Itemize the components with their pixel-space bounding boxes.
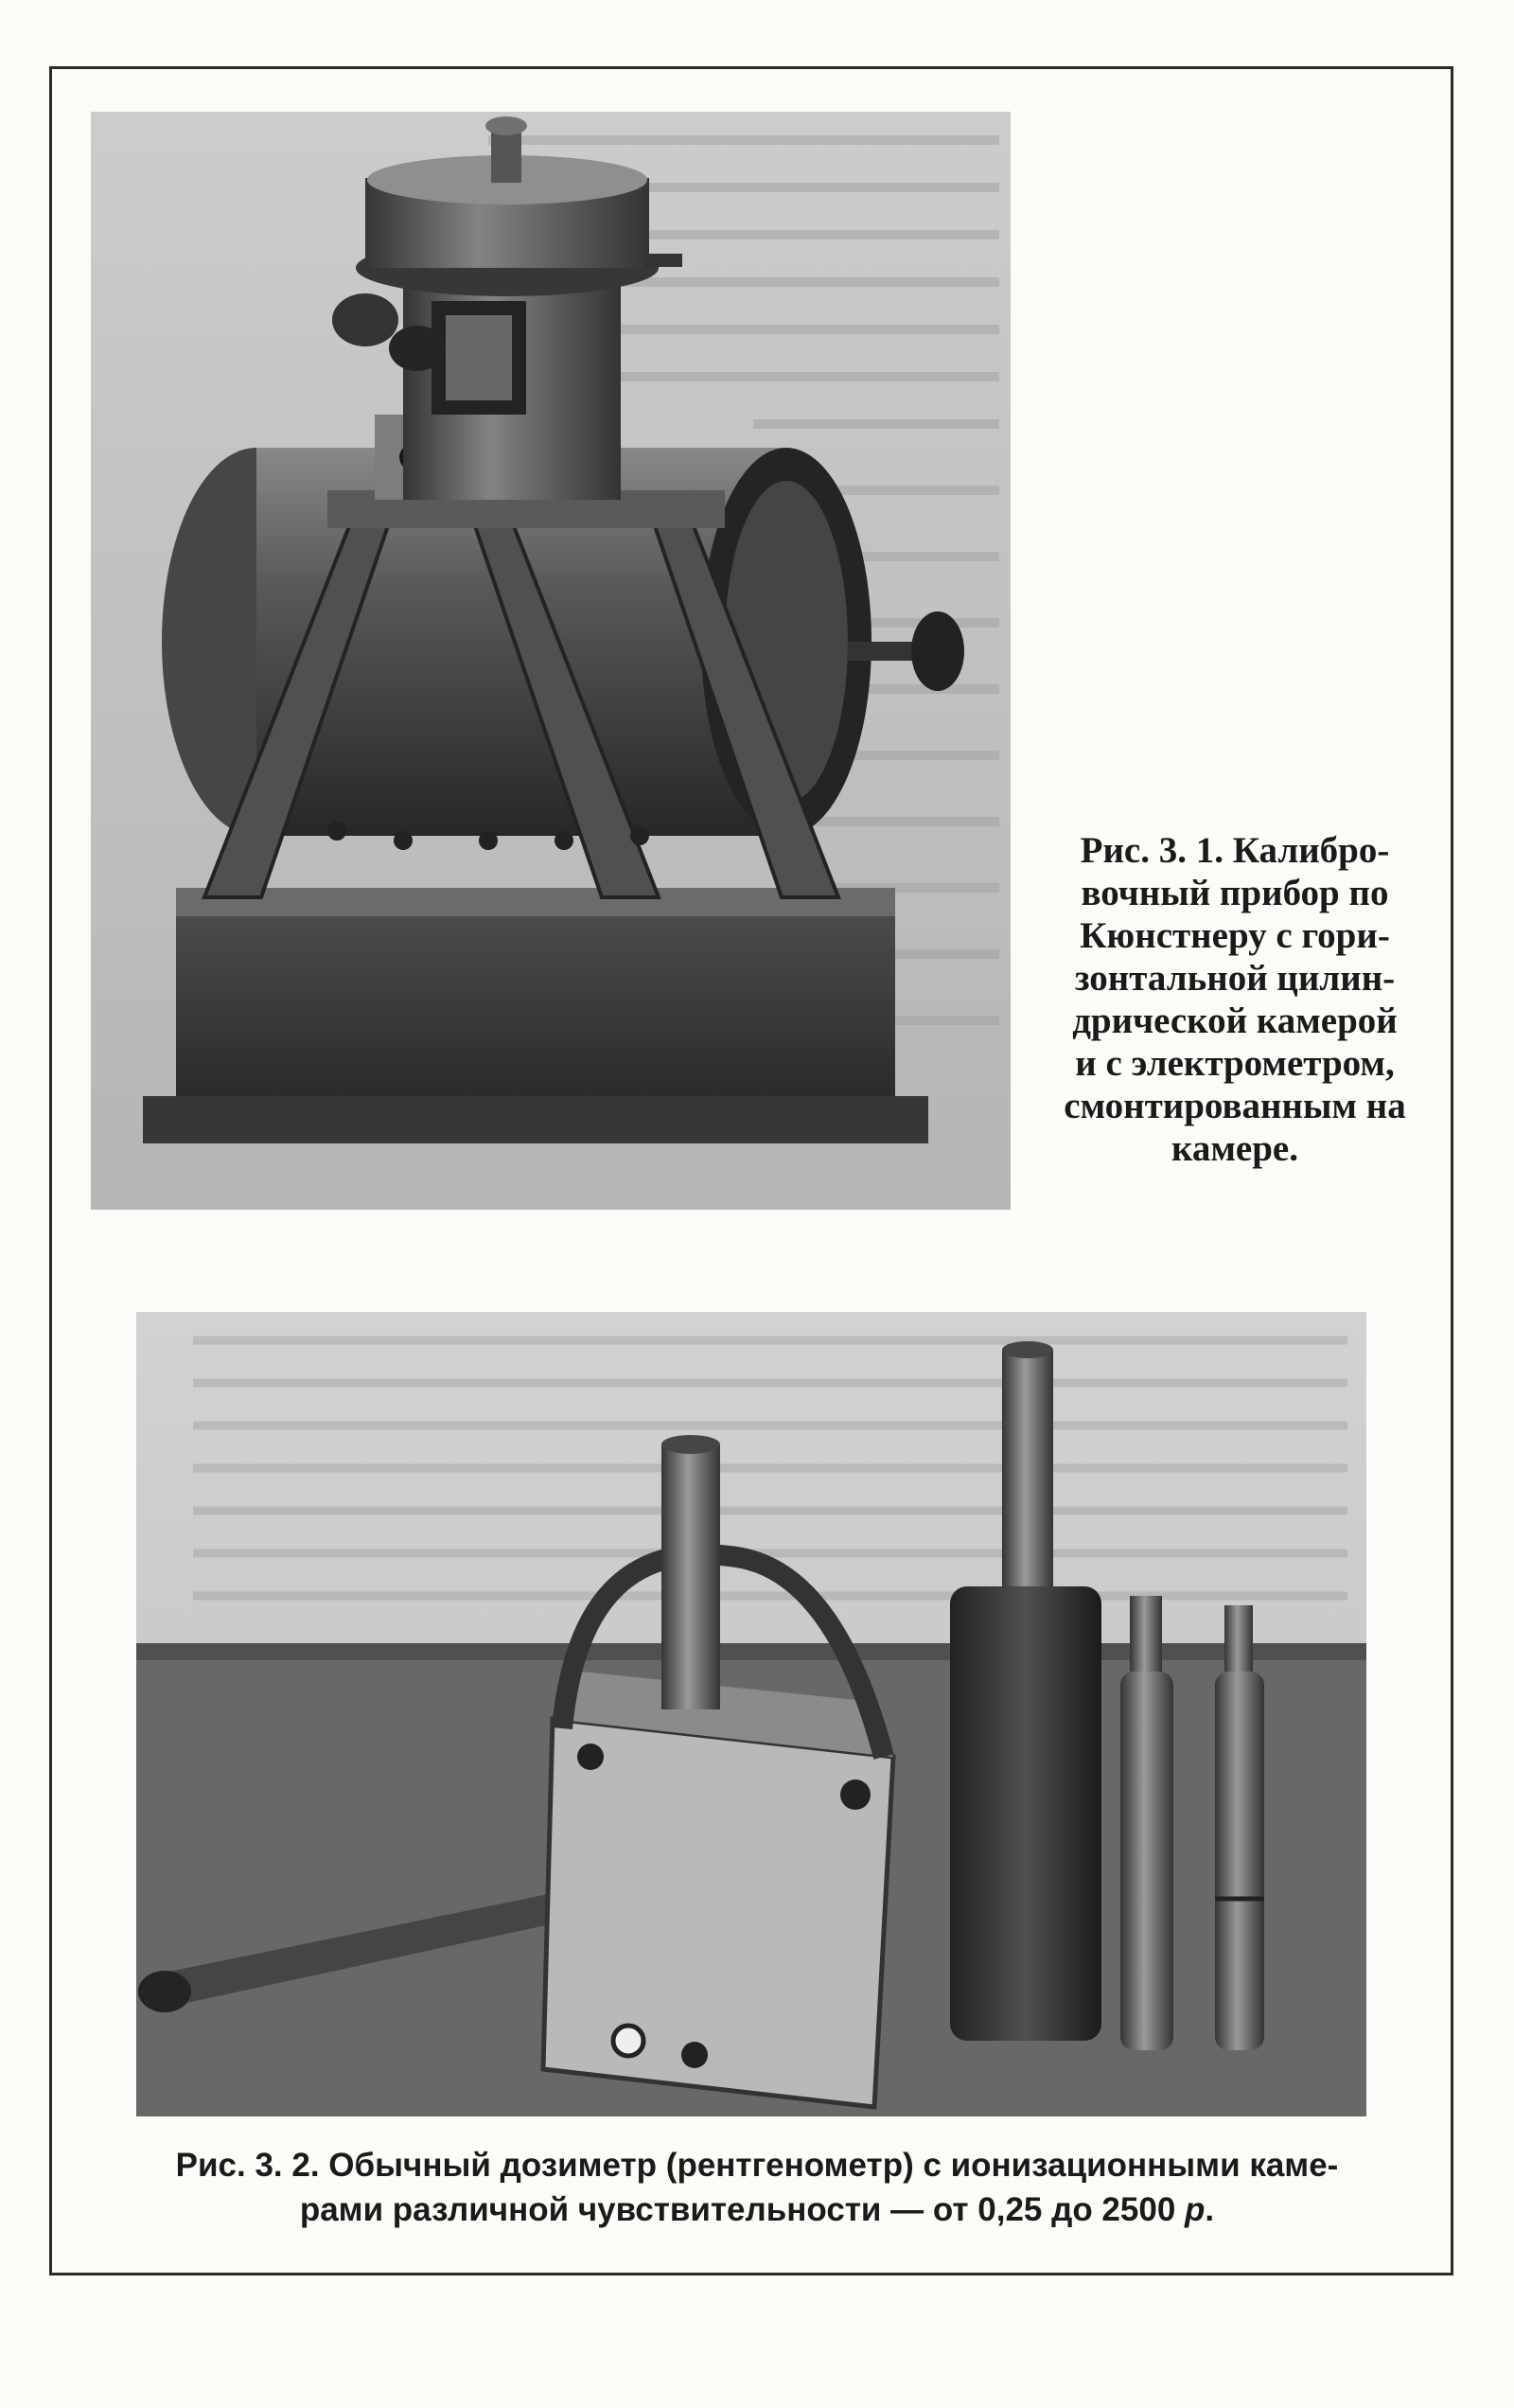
roentgen-unit: р [1185,2191,1206,2228]
caption-period: . [1205,2191,1215,2228]
dosimeter-image [136,1312,1366,2116]
figure-3-1-caption: Рис. 3. 1. Калибро- вочный прибор по Кюнстнеру с гори- зонтальной цилин- дрической камерой и с электрометром, смонтированным на камере. [1064,830,1406,1169]
calibration-device-photo [91,112,1011,1210]
figure-3-2-caption [114,2143,1400,2232]
dosimeter-photo [136,1312,1366,2116]
figure-3-2-caption-text: Рис. 3. 2. Обычный дозиметр (рентгенометр) с ионизационными каме- рами различной чувствительности — от 0,25 до 2500 [175,2147,1339,2228]
calibration-device-image [91,112,1011,1210]
